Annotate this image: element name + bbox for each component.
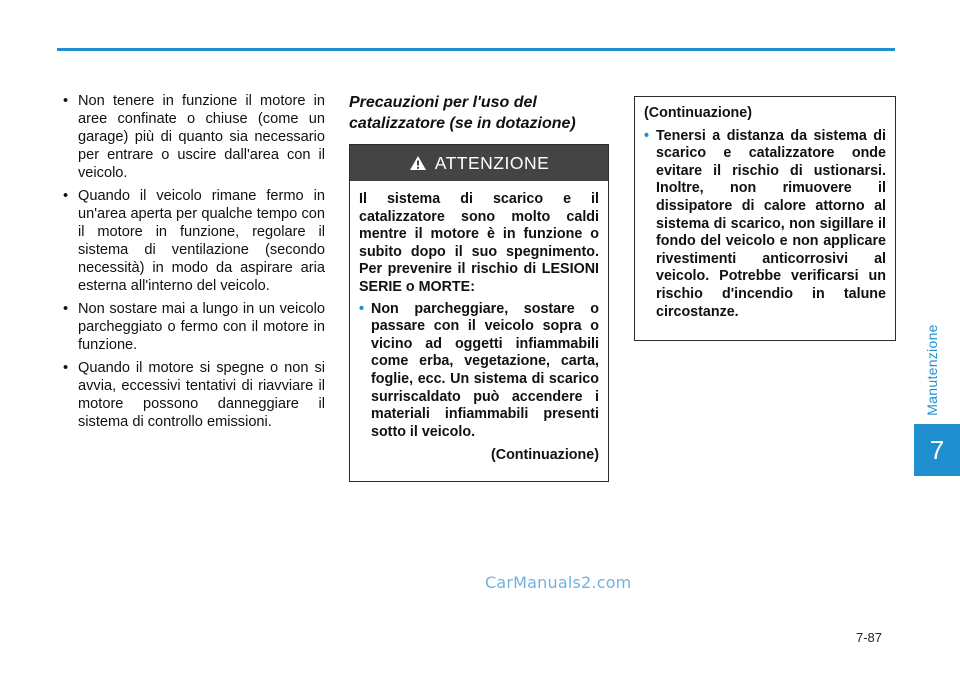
list-item <box>62 359 325 431</box>
warning-header <box>350 145 608 181</box>
warning-box <box>349 144 609 482</box>
section-side-label-text: Manutenzione <box>924 324 940 416</box>
list-item <box>62 187 325 295</box>
left-column <box>62 92 325 436</box>
bullet-text: Quando il veicolo rimane fermo in un'area aperta per qualche tempo con il motore in funzione, regolare il sistema di ventilazione (secondo necessità) in modo da aspirare aria esterna all'interno del veicolo. <box>78 188 325 294</box>
bullet-text: Quando il motore si spegne o non si avvia, eccessivi tentativi di riavviare il motore possono danneggiare il sistema di controllo emissioni. <box>78 360 325 430</box>
bullet-list <box>62 92 325 431</box>
bullet-text: Non tenere in funzione il motore in aree confinate o chiuse (come un garage) più di quanto sia necessario per entrare o uscire dall'area con il veicolo. <box>78 93 325 181</box>
warning-triangle-icon <box>409 155 427 171</box>
warning-bullet <box>359 301 599 442</box>
warning-bullet-text: Non parcheggiare, sostare o passare con il veicolo sopra o vicino ad oggetti infiammabili come erba, vegetazione, carta, foglie, ecc. Un sistema di scarico surriscaldato può accendere i materiali infiammabili presenti sotto il veicolo. <box>371 300 599 440</box>
section-title: Precauzioni per l'uso del catalizzatore (se in dotazione) <box>349 94 576 132</box>
bullet-dot-icon: • <box>63 93 69 109</box>
warning-bullet <box>644 128 886 322</box>
list-item <box>62 92 325 182</box>
continuation-label: (Continuazione) <box>644 105 753 121</box>
watermark: CarManuals2.com <box>485 573 632 592</box>
warning-header-label: ATTENZIONE <box>434 152 550 173</box>
middle-column <box>349 92 611 482</box>
bullet-dot-icon: • <box>63 360 69 376</box>
bullet-text: Non sostare mai a lungo in un veicolo parcheggiato o fermo con il motore in funzione. <box>78 301 325 353</box>
bullet-dot-icon: • <box>359 300 365 317</box>
warning-intro: Il sistema di scarico e il catalizzatore sono molto caldi mentre il motore è in funzione o subito dopo il suo spegnimento. Per prevenire il rischio di LESIONI SERIE o MORTE: <box>359 191 599 295</box>
list-item <box>62 300 325 354</box>
top-rule <box>57 48 895 51</box>
warning-body <box>350 181 608 465</box>
bullet-dot-icon: • <box>63 188 69 204</box>
page-number: 7-87 <box>856 630 883 645</box>
chapter-tab: 7 <box>914 424 960 476</box>
section-side-label <box>918 320 946 420</box>
continued-warning-box <box>634 96 896 341</box>
continuation-label: (Continuazione) <box>490 447 599 464</box>
warning-bullet-text: Tenersi a distanza da sistema di scarico e catalizzatore onde evitare il rischio di ustionarsi. Inoltre, non rimuovere il dissipatore di calore attorno al sistema di scarico, non sigillare il fondo del veicolo e non applicare rivestimenti anticorrosivi al veicolo. Potrebbe verificarsi un rischio d'incendio in talune circostanze. <box>656 127 886 320</box>
bullet-dot-icon: • <box>63 301 69 317</box>
bullet-dot-icon: • <box>644 127 650 144</box>
